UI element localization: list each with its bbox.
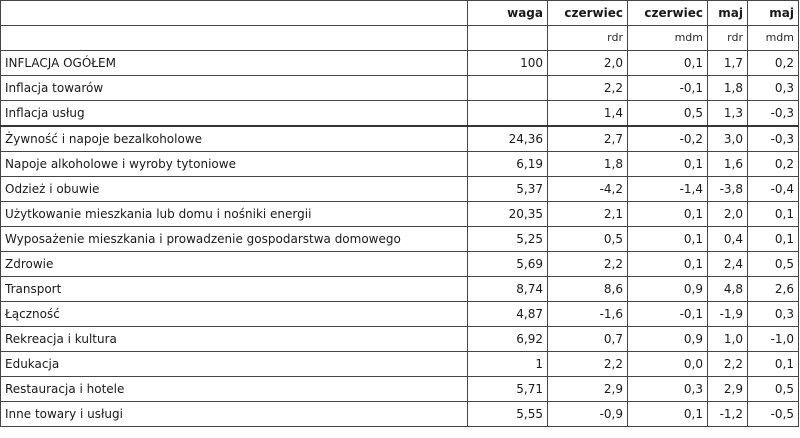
cell-maj-rdr: 2,4 — [708, 252, 748, 277]
cell-czerwiec-rdr: 0,7 — [548, 327, 628, 352]
cell-czerwiec-mdm: 0,9 — [628, 277, 708, 302]
header-cell-maj-rdr: maj — [708, 1, 748, 26]
cell-name: Edukacja — [1, 352, 468, 377]
table-row — [1, 227, 799, 252]
cell-waga: 6,92 — [468, 327, 548, 352]
cell-maj-rdr: -3,8 — [708, 177, 748, 202]
subheader-cell-czerwiec-mdm: mdm — [628, 26, 708, 51]
cell-czerwiec-rdr: 2,9 — [548, 377, 628, 402]
subheader-cell-waga — [468, 26, 548, 51]
cell-waga: 24,36 — [468, 126, 548, 152]
cell-name: Rekreacja i kultura — [1, 327, 468, 352]
subheader-cell-name — [1, 26, 468, 51]
cell-waga: 5,55 — [468, 402, 548, 427]
cell-maj-rdr: 0,4 — [708, 227, 748, 252]
table-row — [1, 327, 799, 352]
cell-maj-mdm: -1,0 — [748, 327, 799, 352]
cell-czerwiec-rdr: -0,9 — [548, 402, 628, 427]
cell-maj-rdr: 3,0 — [708, 126, 748, 152]
table-row — [1, 352, 799, 377]
cell-czerwiec-rdr: 2,1 — [548, 202, 628, 227]
cell-maj-mdm: -0,3 — [748, 101, 799, 127]
cell-waga — [468, 101, 548, 127]
cell-waga — [468, 76, 548, 101]
cell-name: INFLACJA OGÓŁEM — [1, 51, 468, 76]
cell-czerwiec-rdr: 2,2 — [548, 352, 628, 377]
cell-waga: 5,25 — [468, 227, 548, 252]
cell-maj-rdr: 1,8 — [708, 76, 748, 101]
cell-czerwiec-mdm: -0,1 — [628, 302, 708, 327]
subheader-row — [1, 26, 799, 51]
cell-czerwiec-mdm: 0,3 — [628, 377, 708, 402]
header-cell-maj-mdm: maj — [748, 1, 799, 26]
cell-czerwiec-mdm: 0,1 — [628, 252, 708, 277]
cell-maj-mdm: 0,2 — [748, 152, 799, 177]
cell-waga: 20,35 — [468, 202, 548, 227]
cell-maj-rdr: -1,2 — [708, 402, 748, 427]
cell-czerwiec-mdm: -1,4 — [628, 177, 708, 202]
cell-maj-mdm: 0,2 — [748, 51, 799, 76]
cell-maj-rdr: 2,0 — [708, 202, 748, 227]
cell-czerwiec-mdm: 0,1 — [628, 402, 708, 427]
cell-name: Żywność i napoje bezalkoholowe — [1, 126, 468, 152]
cell-maj-mdm: -0,4 — [748, 177, 799, 202]
table-row — [1, 277, 799, 302]
table-row — [1, 402, 799, 427]
cell-czerwiec-rdr: -1,6 — [548, 302, 628, 327]
table-row — [1, 377, 799, 402]
cell-name: Napoje alkoholowe i wyroby tytoniowe — [1, 152, 468, 177]
subheader-cell-maj-mdm: mdm — [748, 26, 799, 51]
cell-czerwiec-rdr: 2,2 — [548, 252, 628, 277]
table-row — [1, 126, 799, 152]
cell-maj-mdm: 0,3 — [748, 76, 799, 101]
header-cell-waga: waga — [468, 1, 548, 26]
header-cell-czerwiec-rdr: czerwiec — [548, 1, 628, 26]
cell-maj-mdm: 0,3 — [748, 302, 799, 327]
cell-maj-mdm: 0,1 — [748, 227, 799, 252]
cell-czerwiec-rdr: 2,7 — [548, 126, 628, 152]
cell-waga: 5,71 — [468, 377, 548, 402]
cell-waga: 8,74 — [468, 277, 548, 302]
cell-czerwiec-mdm: 0,1 — [628, 152, 708, 177]
cell-maj-rdr: 4,8 — [708, 277, 748, 302]
cell-maj-rdr: -1,9 — [708, 302, 748, 327]
cell-czerwiec-rdr: 0,5 — [548, 227, 628, 252]
cell-maj-rdr: 1,7 — [708, 51, 748, 76]
cell-name: Inflacja usług — [1, 101, 468, 127]
cell-waga: 100 — [468, 51, 548, 76]
cell-maj-mdm: 0,5 — [748, 377, 799, 402]
cell-czerwiec-mdm: 0,1 — [628, 202, 708, 227]
cell-name: Odzież i obuwie — [1, 177, 468, 202]
cell-czerwiec-rdr: 1,4 — [548, 101, 628, 127]
cell-name: Transport — [1, 277, 468, 302]
cell-czerwiec-rdr: 2,0 — [548, 51, 628, 76]
table-row — [1, 302, 799, 327]
cell-czerwiec-rdr: 2,2 — [548, 76, 628, 101]
table-body — [1, 1, 799, 427]
subheader-cell-czerwiec-rdr: rdr — [548, 26, 628, 51]
cell-name: Użytkowanie mieszkania lub domu i nośniki energii — [1, 202, 468, 227]
cell-czerwiec-mdm: 0,0 — [628, 352, 708, 377]
cell-maj-mdm: -0,3 — [748, 126, 799, 152]
cell-maj-mdm: 0,5 — [748, 252, 799, 277]
cell-maj-mdm: 0,1 — [748, 352, 799, 377]
cell-czerwiec-mdm: 0,1 — [628, 227, 708, 252]
cell-name: Łączność — [1, 302, 468, 327]
cell-maj-rdr: 1,0 — [708, 327, 748, 352]
cell-waga: 1 — [468, 352, 548, 377]
cell-waga: 5,37 — [468, 177, 548, 202]
cell-name: Zdrowie — [1, 252, 468, 277]
cell-maj-rdr: 2,2 — [708, 352, 748, 377]
header-cell-name — [1, 1, 468, 26]
cell-name: Restauracja i hotele — [1, 377, 468, 402]
cell-maj-mdm: 2,6 — [748, 277, 799, 302]
cell-maj-rdr: 1,6 — [708, 152, 748, 177]
table-row — [1, 76, 799, 101]
cell-czerwiec-mdm: 0,1 — [628, 51, 708, 76]
cell-czerwiec-rdr: -4,2 — [548, 177, 628, 202]
cell-czerwiec-mdm: 0,9 — [628, 327, 708, 352]
cell-maj-mdm: 0,1 — [748, 202, 799, 227]
table-row — [1, 202, 799, 227]
header-cell-czerwiec-mdm: czerwiec — [628, 1, 708, 26]
table-row — [1, 177, 799, 202]
table-row — [1, 101, 799, 127]
header-row — [1, 1, 799, 26]
cell-czerwiec-mdm: -0,2 — [628, 126, 708, 152]
cell-name: Wyposażenie mieszkania i prowadzenie gospodarstwa domowego — [1, 227, 468, 252]
cell-czerwiec-mdm: -0,1 — [628, 76, 708, 101]
cell-name: Inne towary i usługi — [1, 402, 468, 427]
cell-czerwiec-mdm: 0,5 — [628, 101, 708, 127]
cell-czerwiec-rdr: 1,8 — [548, 152, 628, 177]
cell-waga: 5,69 — [468, 252, 548, 277]
cell-maj-mdm: -0,5 — [748, 402, 799, 427]
table-row — [1, 252, 799, 277]
cell-maj-rdr: 1,3 — [708, 101, 748, 127]
subheader-cell-maj-rdr: rdr — [708, 26, 748, 51]
cell-name: Inflacja towarów — [1, 76, 468, 101]
cell-maj-rdr: 2,9 — [708, 377, 748, 402]
table-row — [1, 51, 799, 76]
cell-waga: 6,19 — [468, 152, 548, 177]
cell-waga: 4,87 — [468, 302, 548, 327]
cell-czerwiec-rdr: 8,6 — [548, 277, 628, 302]
table-row — [1, 152, 799, 177]
